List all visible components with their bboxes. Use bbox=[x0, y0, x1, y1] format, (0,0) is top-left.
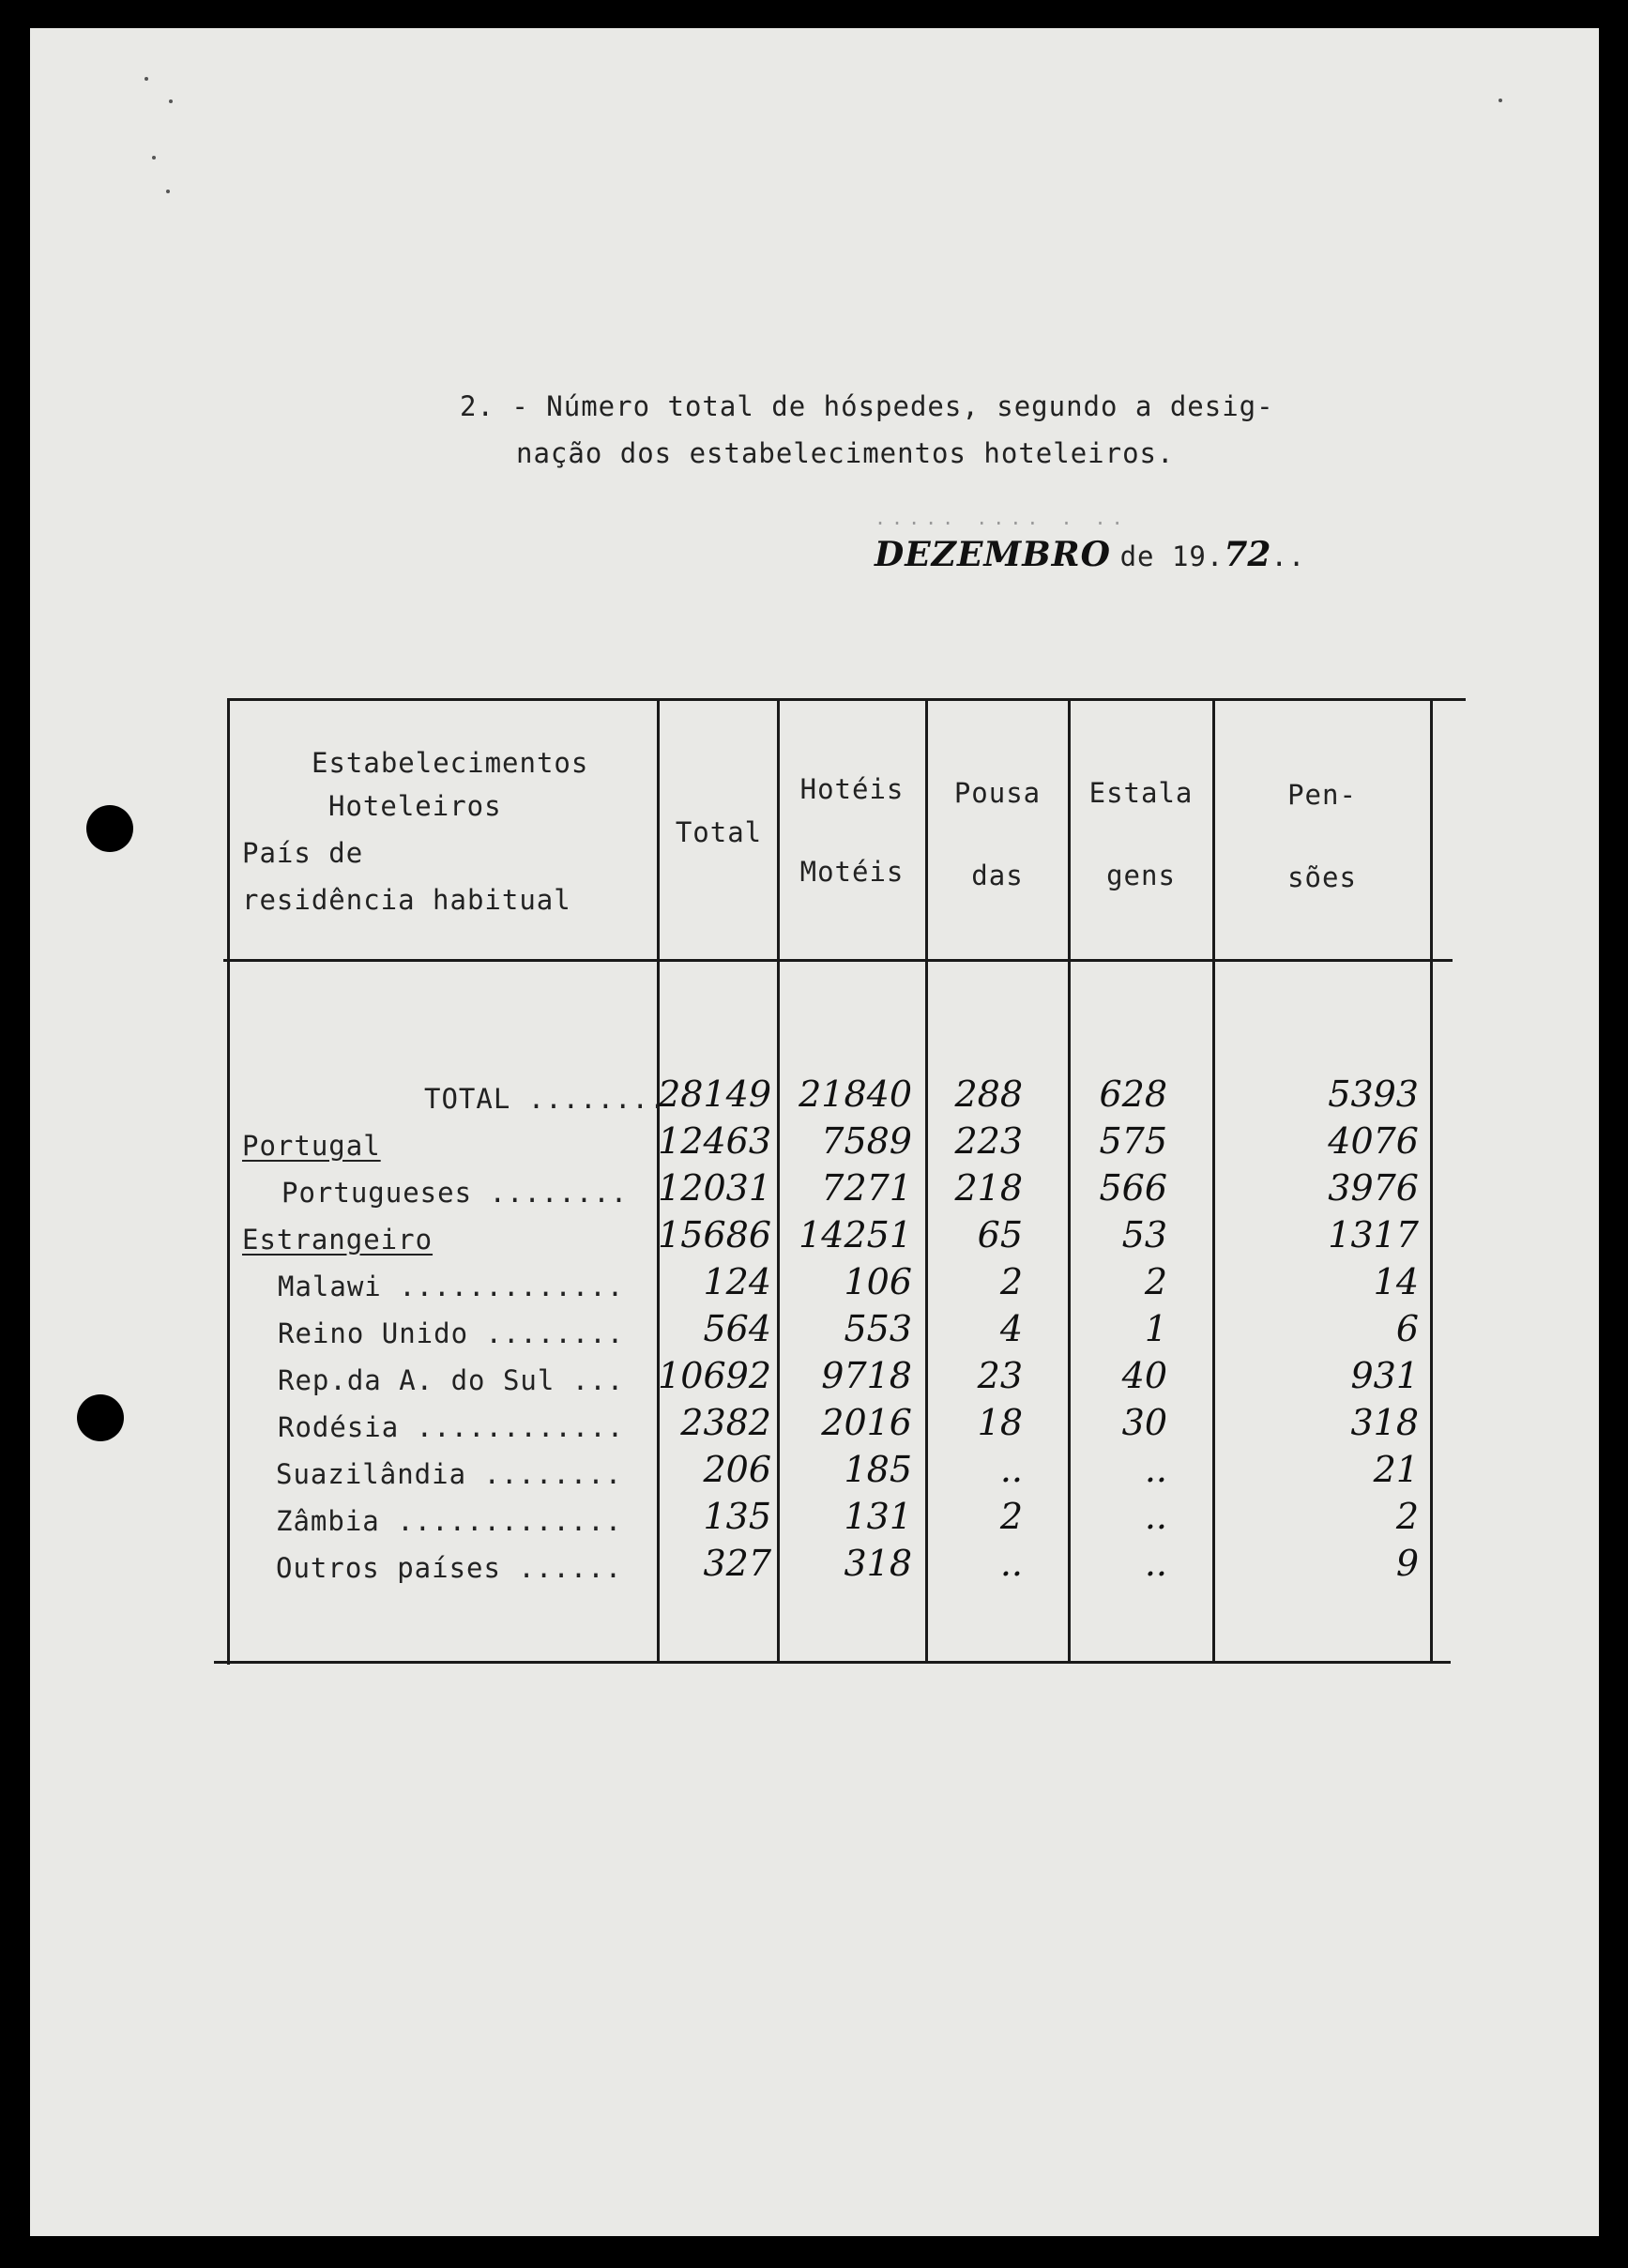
cell-hoteis: 2016 bbox=[821, 1402, 912, 1443]
punch-hole bbox=[86, 805, 133, 852]
cell-hoteis: 21840 bbox=[799, 1073, 912, 1115]
cell-estalagens: .. bbox=[1144, 1496, 1167, 1537]
cell-pousadas: .. bbox=[999, 1449, 1023, 1490]
cell-pousadas: 23 bbox=[977, 1355, 1023, 1396]
cell-hoteis: 14251 bbox=[799, 1214, 912, 1256]
cell-total: 206 bbox=[703, 1449, 771, 1490]
col-header-pensoes-2: sões bbox=[1287, 861, 1357, 893]
cell-hoteis: 7589 bbox=[821, 1120, 912, 1162]
cell-pensoes: 931 bbox=[1350, 1355, 1419, 1396]
year-handwritten: 72 bbox=[1224, 535, 1271, 574]
cell-hoteis: 185 bbox=[844, 1449, 912, 1490]
cell-hoteis: 9718 bbox=[821, 1355, 912, 1396]
row-label: Reino Unido ........ bbox=[278, 1317, 625, 1349]
cell-total: 2382 bbox=[680, 1402, 771, 1443]
paper-speck bbox=[169, 99, 173, 103]
cell-pensoes: 14 bbox=[1373, 1261, 1419, 1302]
cell-estalagens: .. bbox=[1144, 1543, 1167, 1584]
cell-hoteis: 131 bbox=[844, 1496, 912, 1537]
cell-pensoes: 318 bbox=[1350, 1402, 1419, 1443]
punch-hole bbox=[77, 1394, 124, 1441]
cell-hoteis: 553 bbox=[844, 1308, 912, 1349]
cell-total: 327 bbox=[703, 1543, 771, 1584]
row-label: Malawi ............. bbox=[278, 1271, 625, 1302]
row-label: Estrangeiro bbox=[242, 1224, 434, 1256]
cell-pousadas: 65 bbox=[977, 1214, 1023, 1256]
cell-pousadas: 288 bbox=[954, 1073, 1023, 1115]
cell-total: 124 bbox=[703, 1261, 771, 1302]
row-header-line-4: residência habitual bbox=[242, 884, 571, 916]
year-prefix: de 19. bbox=[1119, 540, 1225, 572]
paper-speck bbox=[1499, 99, 1502, 102]
cell-pousadas: 18 bbox=[977, 1402, 1023, 1443]
row-label: Rep.da A. do Sul ... bbox=[278, 1364, 625, 1396]
document-page bbox=[30, 28, 1599, 2236]
table-bottom-border bbox=[214, 1661, 1451, 1664]
col-divider bbox=[1212, 700, 1215, 1663]
cell-pensoes: 6 bbox=[1395, 1308, 1419, 1349]
cell-estalagens: 2 bbox=[1144, 1261, 1167, 1302]
paper-speck bbox=[145, 77, 148, 81]
col-header-pousadas-1: Pousa bbox=[953, 777, 1042, 809]
cell-pousadas: 2 bbox=[999, 1261, 1023, 1302]
row-label: Portugal bbox=[242, 1130, 381, 1162]
cell-pensoes: 21 bbox=[1373, 1449, 1419, 1490]
paper-speck bbox=[152, 156, 156, 160]
cell-estalagens: 30 bbox=[1121, 1402, 1167, 1443]
row-header-line-3: País de bbox=[242, 837, 364, 869]
cell-total: 12031 bbox=[658, 1167, 771, 1209]
cell-estalagens: 566 bbox=[1099, 1167, 1167, 1209]
date-line bbox=[875, 535, 1305, 574]
cell-hoteis: 106 bbox=[844, 1261, 912, 1302]
col-header-pensoes-1: Pen- bbox=[1287, 779, 1357, 811]
row-label: Outros países ...... bbox=[276, 1552, 623, 1584]
month-handwritten: DEZEMBRO bbox=[875, 535, 1111, 574]
row-label: Rodésia ............ bbox=[278, 1411, 625, 1443]
paper-speck bbox=[166, 190, 170, 193]
cell-pousadas: 218 bbox=[954, 1167, 1023, 1209]
cell-total: 564 bbox=[703, 1308, 771, 1349]
dotted-leader: ..... .... . .. bbox=[875, 507, 1129, 529]
col-header-hoteis: Hotéis bbox=[799, 773, 905, 805]
cell-pensoes: 1317 bbox=[1328, 1214, 1419, 1256]
table-left-border bbox=[227, 698, 230, 1665]
row-label: Zâmbia ............. bbox=[276, 1505, 623, 1537]
cell-pousadas: 223 bbox=[954, 1120, 1023, 1162]
col-header-moteis: Motéis bbox=[799, 856, 905, 888]
cell-total: 15686 bbox=[658, 1214, 771, 1256]
cell-pensoes: 5393 bbox=[1328, 1073, 1419, 1115]
year-end: .. bbox=[1270, 540, 1306, 572]
col-header-estalagens-1: Estala bbox=[1088, 777, 1194, 809]
cell-estalagens: .. bbox=[1144, 1449, 1167, 1490]
row-header-line-2: Hoteleiros bbox=[328, 790, 502, 822]
col-header-estalagens-2: gens bbox=[1106, 860, 1176, 891]
cell-pensoes: 3976 bbox=[1328, 1167, 1419, 1209]
title-line-2: nação dos estabelecimentos hoteleiros. bbox=[516, 437, 1175, 469]
cell-pensoes: 2 bbox=[1395, 1496, 1419, 1537]
cell-pensoes: 4076 bbox=[1328, 1120, 1419, 1162]
table-right-border bbox=[1430, 700, 1433, 1663]
cell-estalagens: 628 bbox=[1099, 1073, 1167, 1115]
row-header-line-1: Estabelecimentos bbox=[312, 747, 589, 779]
row-label: Suazilândia ........ bbox=[276, 1458, 623, 1490]
cell-pousadas: 2 bbox=[999, 1496, 1023, 1537]
cell-total: 28149 bbox=[658, 1073, 771, 1115]
cell-estalagens: 575 bbox=[1099, 1120, 1167, 1162]
table-top-border bbox=[229, 698, 1466, 701]
cell-estalagens: 53 bbox=[1121, 1214, 1167, 1256]
cell-pousadas: .. bbox=[999, 1543, 1023, 1584]
title-line-1: 2. - Número total de hóspedes, segundo a desig- bbox=[460, 390, 1274, 422]
table-header-divider bbox=[223, 959, 1453, 962]
cell-pousadas: 4 bbox=[999, 1308, 1023, 1349]
cell-estalagens: 40 bbox=[1121, 1355, 1167, 1396]
cell-hoteis: 318 bbox=[844, 1543, 912, 1584]
cell-hoteis: 7271 bbox=[821, 1167, 912, 1209]
cell-total: 135 bbox=[703, 1496, 771, 1537]
cell-total: 10692 bbox=[658, 1355, 771, 1396]
col-header-total: Total bbox=[675, 816, 763, 848]
row-label: TOTAL ........ bbox=[424, 1083, 667, 1115]
cell-pensoes: 9 bbox=[1395, 1543, 1419, 1584]
cell-total: 12463 bbox=[658, 1120, 771, 1162]
cell-estalagens: 1 bbox=[1144, 1308, 1167, 1349]
col-header-pousadas-2: das bbox=[971, 860, 1024, 891]
row-label: Portugueses ........ bbox=[281, 1177, 629, 1209]
